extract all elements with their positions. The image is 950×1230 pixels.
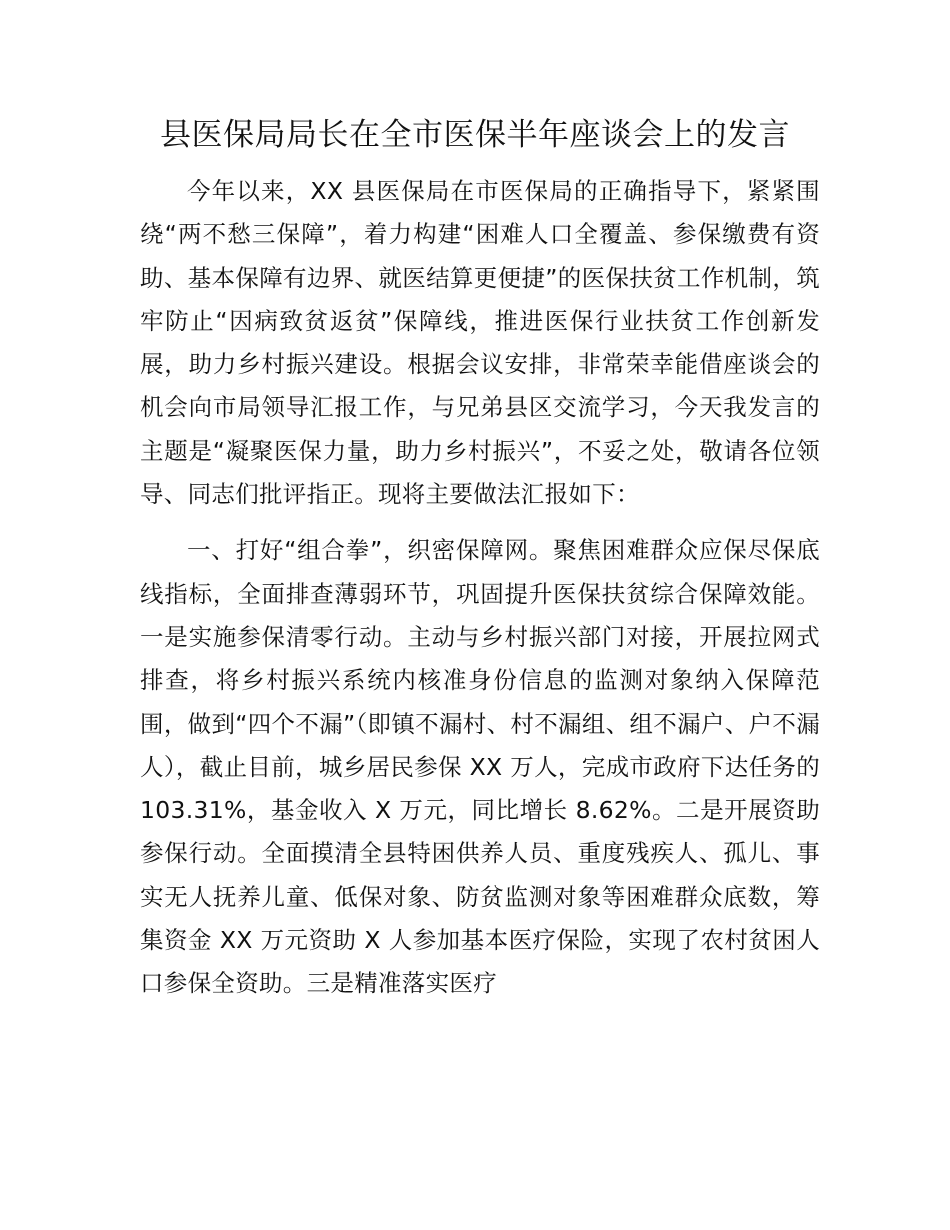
paragraph-intro: 今年以来，XX 县医保局在市医保局的正确指导下，紧紧围绕“两不愁三保障”，着力构建“困难人口全覆盖、参保缴费有资助、基本保障有边界、就医结算更便捷”的医保扶贫工作机制，筑牢防止“因病致贫返贫”保障线，推进医保行业扶贫工作创新发展，助力乡村振兴建设。根据会议安排，非常荣幸能借座谈会的机会向市局领导汇报工作，与兄弟县区交流学习，今天我发言的主题是“凝聚医保力量，助力乡村振兴”，不妥之处，敬请各位领导、同志们批评指正。现将主要做法汇报如下： <box>140 177 820 509</box>
document-body <box>140 170 820 1006</box>
paragraph-section-one: 一、打好“组合拳”，织密保障网。聚焦困难群众应保尽保底线指标，全面排查薄弱环节，巩固提升医保扶贫综合保障效能。一是实施参保清零行动。主动与乡村振兴部门对接，开展拉网式排查，将乡村振兴系统内核准身份信息的监测对象纳入保障范围，做到“四个不漏”（即镇不漏村、村不漏组、组不漏户、户不漏人），截止目前，城乡居民参保 XX 万人，完成市政府下达任务的 103.31%，基金收入 X 万元，同比增长 8.62%。二是开展资助参保行动。全面摸清全县特困供养人员、重度残疾人、孤儿、事实无人抚养儿童、低保对象、防贫监测对象等困难群众底数，筹集资金 XX 万元资助 X 人参加基本医疗保险，实现了农村贫困人口参保全资助。三是精准落实医疗 <box>140 536 820 998</box>
document-title: 县医保局局长在全市医保半年座谈会上的发言 <box>160 117 790 153</box>
